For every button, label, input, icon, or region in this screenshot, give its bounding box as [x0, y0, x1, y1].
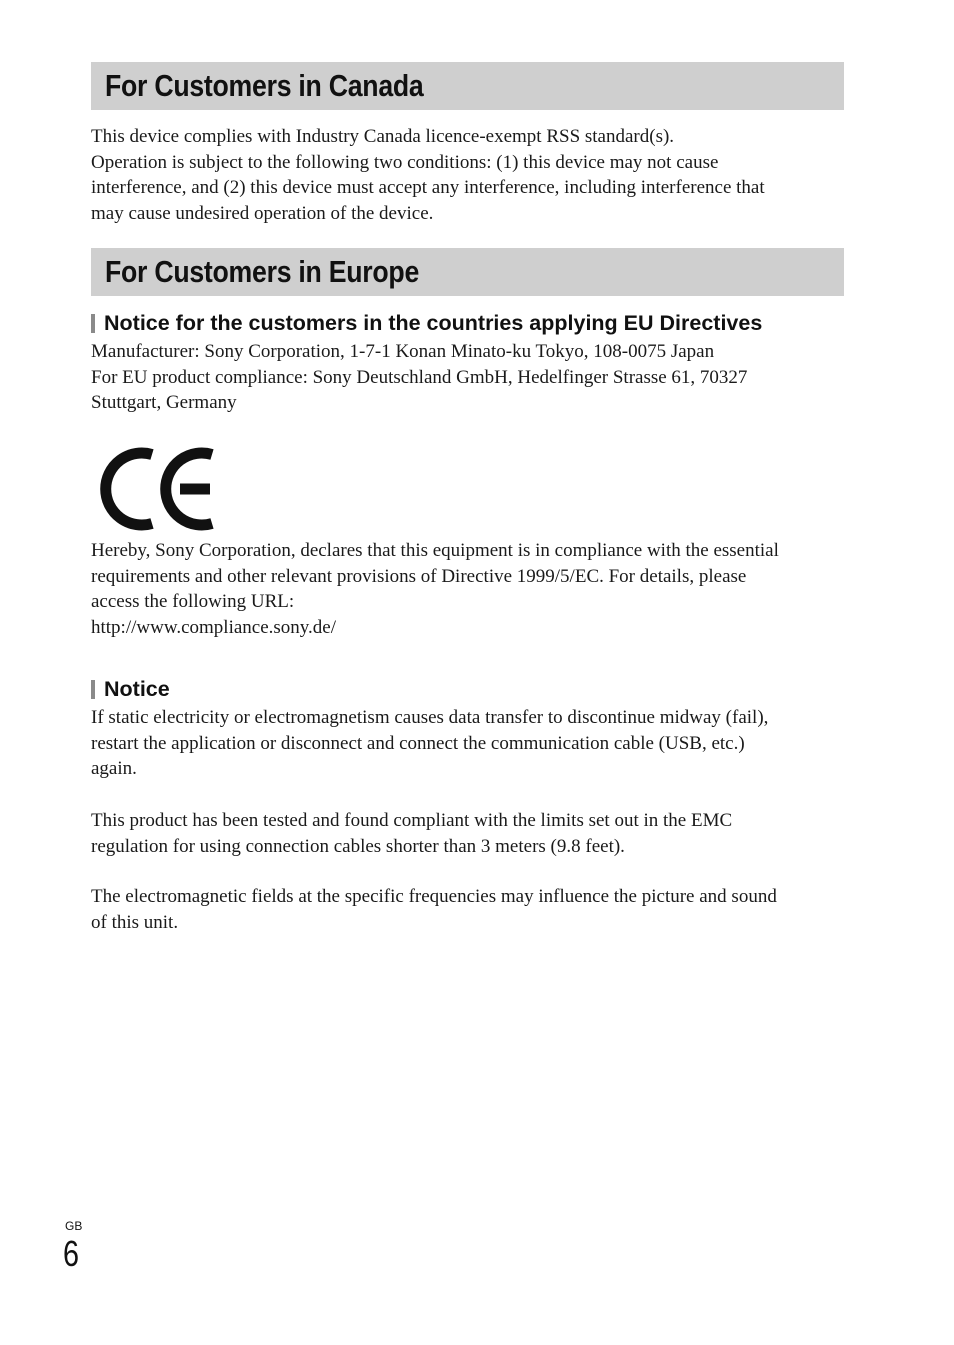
manufacturer-info	[91, 339, 851, 416]
text-line: of this unit.	[91, 911, 179, 933]
heading-bar	[91, 314, 95, 333]
eu-directives-heading	[91, 310, 762, 336]
notice-paragraph-emc	[91, 808, 851, 859]
europe-section-title: For Customers in Europe	[105, 254, 420, 289]
canada-compliance-text	[91, 124, 851, 227]
text-line: restart the application or disconnect and connect the communication cable (USB, etc.)	[91, 732, 745, 754]
europe-section-banner	[91, 248, 844, 296]
text-line: requirements and other relevant provisions of Directive 1999/5/EC. For details, please	[91, 565, 747, 587]
text-line: This device complies with Industry Canada licence-exempt RSS standard(s).	[91, 126, 675, 147]
text-line: For EU product compliance: Sony Deutschland GmbH, Hedelfinger Strasse 61, 70327	[91, 366, 748, 388]
text-line: This product has been tested and found compliant with the limits set out in the EMC	[91, 810, 733, 831]
text-line: regulation for using connection cables shorter than 3 meters (9.8 feet).	[91, 835, 625, 857]
notice-heading	[91, 676, 170, 702]
notice-paragraph-fields	[91, 884, 851, 935]
text-line: again.	[91, 758, 137, 780]
eu-directives-heading-text: Notice for the customers in the countries applying EU Directives	[104, 311, 763, 335]
text-line: If static electricity or electromagnetism causes data transfer to discontinue midway (fail),	[91, 707, 769, 728]
text-line: Hereby, Sony Corporation, declares that this equipment is in compliance with the essential	[91, 540, 779, 561]
declaration-text	[91, 538, 851, 641]
notice-heading-text: Notice	[104, 677, 170, 701]
text-line: The electromagnetic fields at the specific frequencies may influence the picture and sound	[91, 886, 777, 907]
canada-section-title: For Customers in Canada	[105, 68, 424, 103]
compliance-url: http://www.compliance.sony.de/	[91, 617, 337, 639]
canada-section-banner	[91, 62, 844, 110]
ce-mark-icon	[100, 447, 216, 531]
text-line: interference, and (2) this device must accept any interference, including interference that	[91, 177, 765, 199]
text-line: Manufacturer: Sony Corporation, 1-7-1 Konan Minato-ku Tokyo, 108-0075 Japan	[91, 341, 715, 362]
text-line: may cause undesired operation of the device.	[91, 203, 434, 225]
text-line: access the following URL:	[91, 591, 295, 613]
language-code: GB	[65, 1219, 83, 1233]
text-line: Operation is subject to the following two conditions: (1) this device may not cause	[91, 151, 719, 173]
page-number: 6	[63, 1233, 80, 1274]
text-line: Stuttgart, Germany	[91, 392, 237, 414]
notice-paragraph-static	[91, 705, 851, 782]
heading-bar	[91, 680, 95, 699]
